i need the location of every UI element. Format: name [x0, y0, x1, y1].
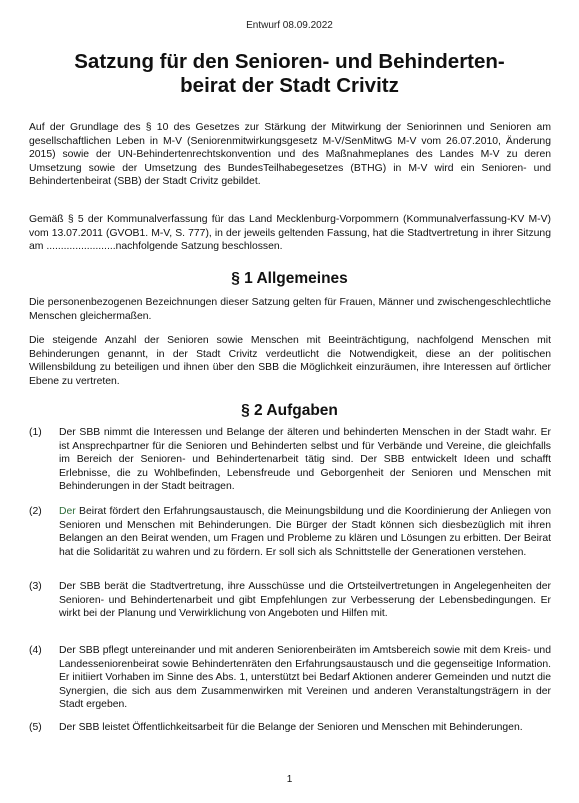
document-title: [30, 50, 549, 98]
section-1-paragraph-2: Die steigende Anzahl der Senioren sowie Menschen mit Beeinträchtigung, nachfolgend Menschen mit Behinderungen genannt, in der Stadt Crivitz verdeutlicht die Notwendigkeit, diese an der politischen Willensbildung zu beteiligen und ihnen über den SBB die Möglichkeit einzuräumen, ihre Interessen auf örtlicher Ebene zu vertreten.: [29, 335, 551, 387]
section-1-heading: § 1 Allgemeines: [231, 270, 348, 287]
list-item: [29, 644, 551, 712]
title-line-1: Satzung für den Senioren- und Behinderten-: [74, 50, 505, 73]
list-item-number: (4): [29, 645, 42, 656]
list-item-text: [59, 505, 551, 559]
list-item: [29, 580, 551, 621]
list-item-body: Beirat fördert den Erfahrungsaustausch, die Meinungsbildung und die Koordinierung der Anliegen von Senioren und Menschen mit Behinderungen. Die Bürger der Stadt können sich diesbezüglich mit ihren Belangen an den Beirat wenden, um Fragen und Probleme zu klären und Lösungen zu erbitten. Der Beirat hat die Solidarität zu wahren und zu fördern. Er soll sich als Schnittstelle der Generationen verstehen.: [59, 506, 551, 558]
list-item-text: Der SBB pflegt untereinander und mit anderen Seniorenbeiräten im Amtsbereich sowie mit dem Kreis- und Landesseniorenbeirat sowie Behindertenräten den Erfahrungsaustausch und die gegenseitige Information. Er initiiert Vorhaben im Sinne des Abs. 1, unterstützt bei Bedarf Aktionen anderer Gemeinden und nutzt die Synergien, die sich aus dem Zusammenwirken mit Vereinen und anderen Veranstaltungsträgern in der Stadt ergeben.: [59, 645, 551, 711]
list-item-number: (3): [29, 581, 42, 592]
list-item: [29, 721, 551, 735]
draft-date-label: Entwurf 08.09.2022: [246, 20, 333, 31]
section-2-heading: § 2 Aufgaben: [241, 402, 338, 419]
list-item: [29, 426, 551, 494]
list-item-text: Der SBB leistet Öffentlichkeitsarbeit für die Belange der Senioren und Menschen mit Behinderungen.: [59, 722, 523, 733]
title-line-2: beirat der Stadt Crivitz: [180, 74, 399, 97]
list-item-text: Der SBB nimmt die Interessen und Belange der älteren und behinderten Menschen in der Stadt wahr. Er ist Ansprechpartner für die Senioren und Behinderten selbst und für Verbände und Vereine, die gleichfalls im Bereich der Senioren- und Behindertenarbeit tätig sind. Der SBB entwickelt Ideen und schafft Erlebnisse, die zu Wohlbefinden, Lebensfreude und Geborgenheit der Senioren und Menschen mit Behinderungen in der Stadt beitragen.: [59, 427, 551, 493]
list-item: [29, 505, 551, 559]
preamble-paragraph-2: Gemäß § 5 der Kommunalverfassung für das Land Mecklenburg-Vorpommern (Kommunalverfassung-KV M-V) vom 13.07.2011 (GVOB1. M-V, S. 777), in der jeweils geltenden Fassung, hat die Stadtvertretung in ihrer Sitzung am ........................nachfolgende Satzung beschlossen.: [29, 214, 551, 253]
page-number: 1: [286, 774, 293, 785]
list-item-number: (2): [29, 506, 42, 517]
list-item-number: (1): [29, 427, 42, 438]
list-item-text: Der SBB berät die Stadtvertretung, ihre Ausschüsse und die Ortsteilvertretungen in Angelegenheiten der Senioren- und Behindertenarbeit und gibt Empfehlungen zur Verbesserung der Lebensbedingungen. Er wirkt bei der Planung und Verwirklichung von Angeboten und Hilfen mit.: [59, 581, 551, 620]
section-1-paragraph-1: Die personenbezogenen Bezeichnungen dieser Satzung gelten für Frauen, Männer und zwischengeschlechtliche Menschen gleichermaßen.: [29, 297, 551, 322]
list-item-lead-word: Der: [59, 506, 76, 517]
list-item-number: (5): [29, 722, 42, 733]
preamble-paragraph-1: Auf der Grundlage des § 10 des Gesetzes zur Stärkung der Mitwirkung der Seniorinnen und Senioren am gesellschaftlichen Leben in M-V (Seniorenmitwirkungsgesetz M-V/SenMitwG M-V vom 26.07.2010, Änderung 2015) sowie der UN-Behindertenrechtskonvention und des Maßnahmeplanes des Landes M-V zu deren Umsetzung sowie der Umsetzung des BundesTeilhabegesetzes (BTHG) in M-V wird ein Senioren- und Behindertenbeirat (SBB) der Stadt Crivitz gebildet.: [29, 122, 551, 188]
